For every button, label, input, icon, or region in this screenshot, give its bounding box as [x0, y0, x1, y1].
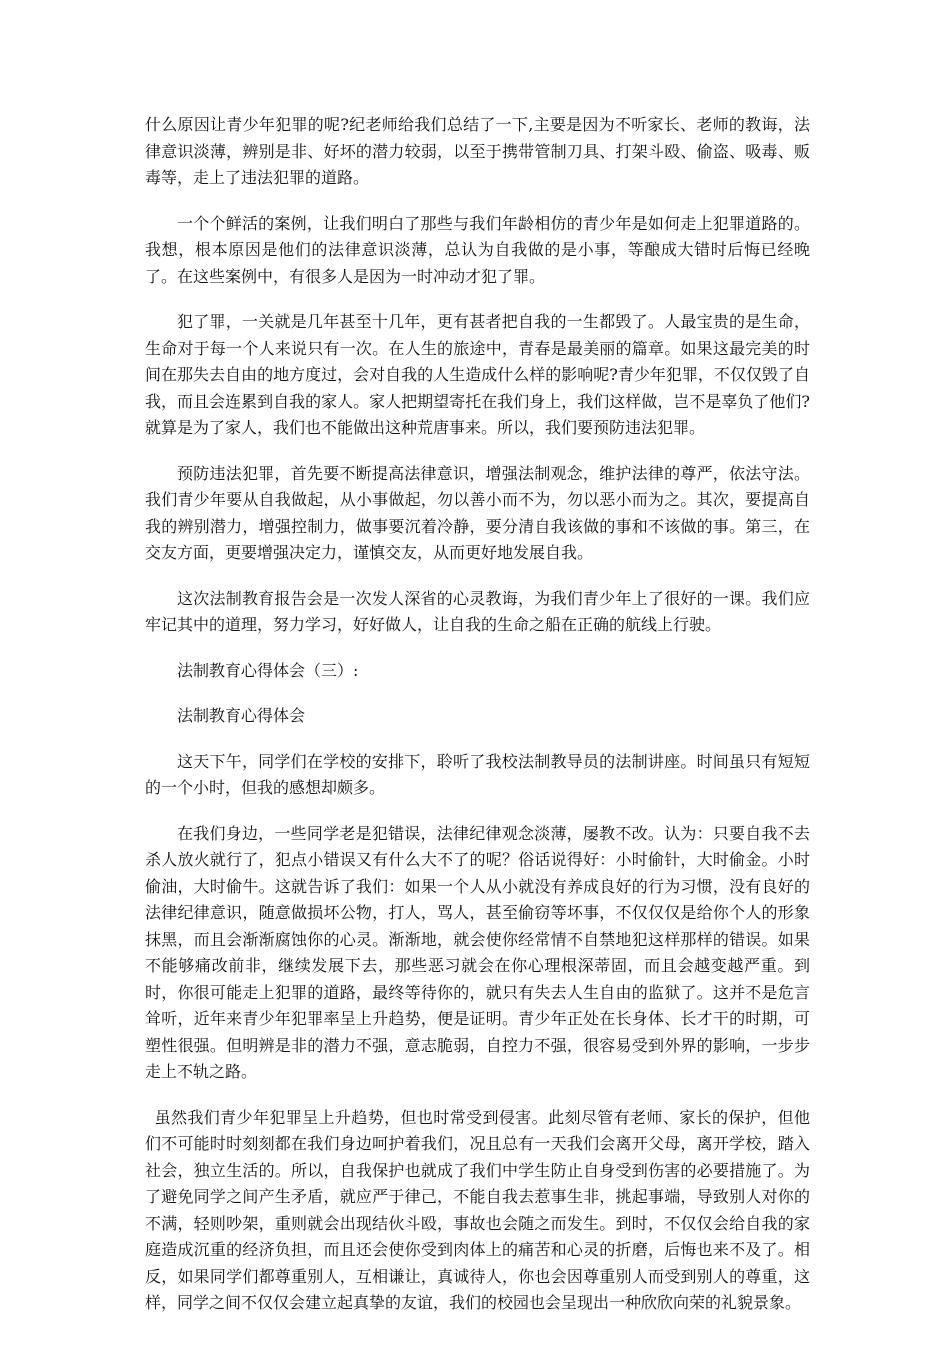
paragraph-6: 这天下午，同学们在学校的安排下，聆听了我校法制教导员的法制讲座。时间虽只有短短的一个小时，但我的感想却颇多。	[145, 751, 810, 797]
paragraph-2: 一个个鲜活的案例，让我们明白了那些与我们年龄相仿的青少年是如何走上犯罪道路的。我想，根本原因是他们的法律意识淡薄，总认为自我做的是小事，等酿成大错时后悔已经晚了。在这些案例中，有很多人是因为一时冲动才犯了罪。	[145, 213, 810, 286]
paragraph-7: 在我们身边，一些同学老是犯错误，法律纪律观念淡薄，屡教不改。认为：只要自我不去杀人放火就行了，犯点小错误又有什么大不了的呢？俗话说得好：小时偷针，大时偷金。小时偷油，大时偷牛。这就告诉了我们：如果一个人从小就没有养成良好的行为习惯，没有良好的法律纪律意识，随意做损坏公物，打人，骂人，甚至偷窃等坏事，不仅仅仅是给你个人的形象抹黑，而且会渐渐腐蚀你的心灵。渐渐地，就会使你经常情不自禁地犯这样那样的错误。如果不能够痛改前非，继续发展下去，那些恶习就会在你心理根深蒂固，而且会越变越严重。到时，你很可能走上犯罪的道路，最终等待你的，就只有失去人生自由的监狱了。这并不是危言耸听，近年来青少年犯罪率呈上升趋势，便是证明。青少年正处在长身体、长才干的时期，可塑性很强。但明辨是非的潜力不强，意志脆弱，自控力不强，很容易受到外界的影响，一步步走上不轨之路。	[145, 823, 810, 1081]
section-subheading: 法制教育心得体会	[177, 706, 306, 725]
paragraph-5: 这次法制教育报告会是一次发人深省的心灵教诲，为我们青少年上了很好的一课。我们应牢记其中的道理，努力学习，好好做人，让自我的生命之船在正确的航线上行驶。	[145, 588, 810, 634]
paragraph-1: 什么原因让青少年犯罪的呢?纪老师给我们总结了一下,主要是因为不听家长、老师的教诲，法律意识淡薄，辨别是非、好坏的潜力较弱，以至于携带管制刀具、打架斗殴、偷盗、吸毒、贩毒等，走上了违法犯罪的道路。	[145, 115, 810, 187]
paragraph-3: 犯了罪，一关就是几年甚至十几年，更有甚者把自我的一生都毁了。人最宝贵的是生命，生命对于每一个人来说只有一次。在人生的旅途中，青春是最美丽的篇章。如果这最完美的时间在那失去自由的地方度过，会对自我的人生造成什么样的影响呢?青少年犯罪，不仅仅毁了自我，而且会连累到自我的家人。家人把期望寄托在我们身上，我们这样做，岂不是辜负了他们?就算是为了家人，我们也不能做出这种荒唐事来。所以，我们要预防违法犯罪。	[145, 312, 810, 437]
section-heading-3: 法制教育心得体会（三）:	[177, 660, 359, 680]
paragraph-8: 虽然我们青少年犯罪呈上升趋势，但也时常受到侵害。此刻尽管有老师、家长的保护，但他们不可能时时刻刻都在我们身边呵护着我们，况且总有一天我们会离开父母，离开学校，踏入社会，独立生活的。所以，自我保护也就成了我们中学生防止自身受到伤害的必要措施了。为了避免同学之间产生矛盾，就应严于律己，不能自我去惹事生非，挑起事端，导致别人对你的不满，轻则吵架，重则就会出现结伙斗殴，事故也会随之而发生。到时，不仅仅会给自我的家庭造成沉重的经济负担，而且还会使你受到肉体上的痛苦和心灵的折磨，后悔也来不及了。相反，如果同学们都尊重别人，互相谦让，真诚待人，你也会因尊重别人而受到别人的尊重，这样，同学之间不仅仅会建立起真挚的友谊，我们的校园也会呈现出一种欣欣向荣的礼貌景象。	[145, 1107, 810, 1312]
document-body	[145, 112, 810, 1336]
paragraph-4: 预防违法犯罪，首先要不断提高法律意识，增强法制观念，维护法律的尊严，依法守法。我们青少年要从自我做起，从小事做起，勿以善小而不为，勿以恶小而为之。其次，要提高自我的辨别潜力，增强控制力，做事要沉着冷静，要分清自我该做的事和不该做的事。第三，在交友方面，更要增强决定力，谨慎交友，从而更好地发展自我。	[145, 463, 810, 562]
